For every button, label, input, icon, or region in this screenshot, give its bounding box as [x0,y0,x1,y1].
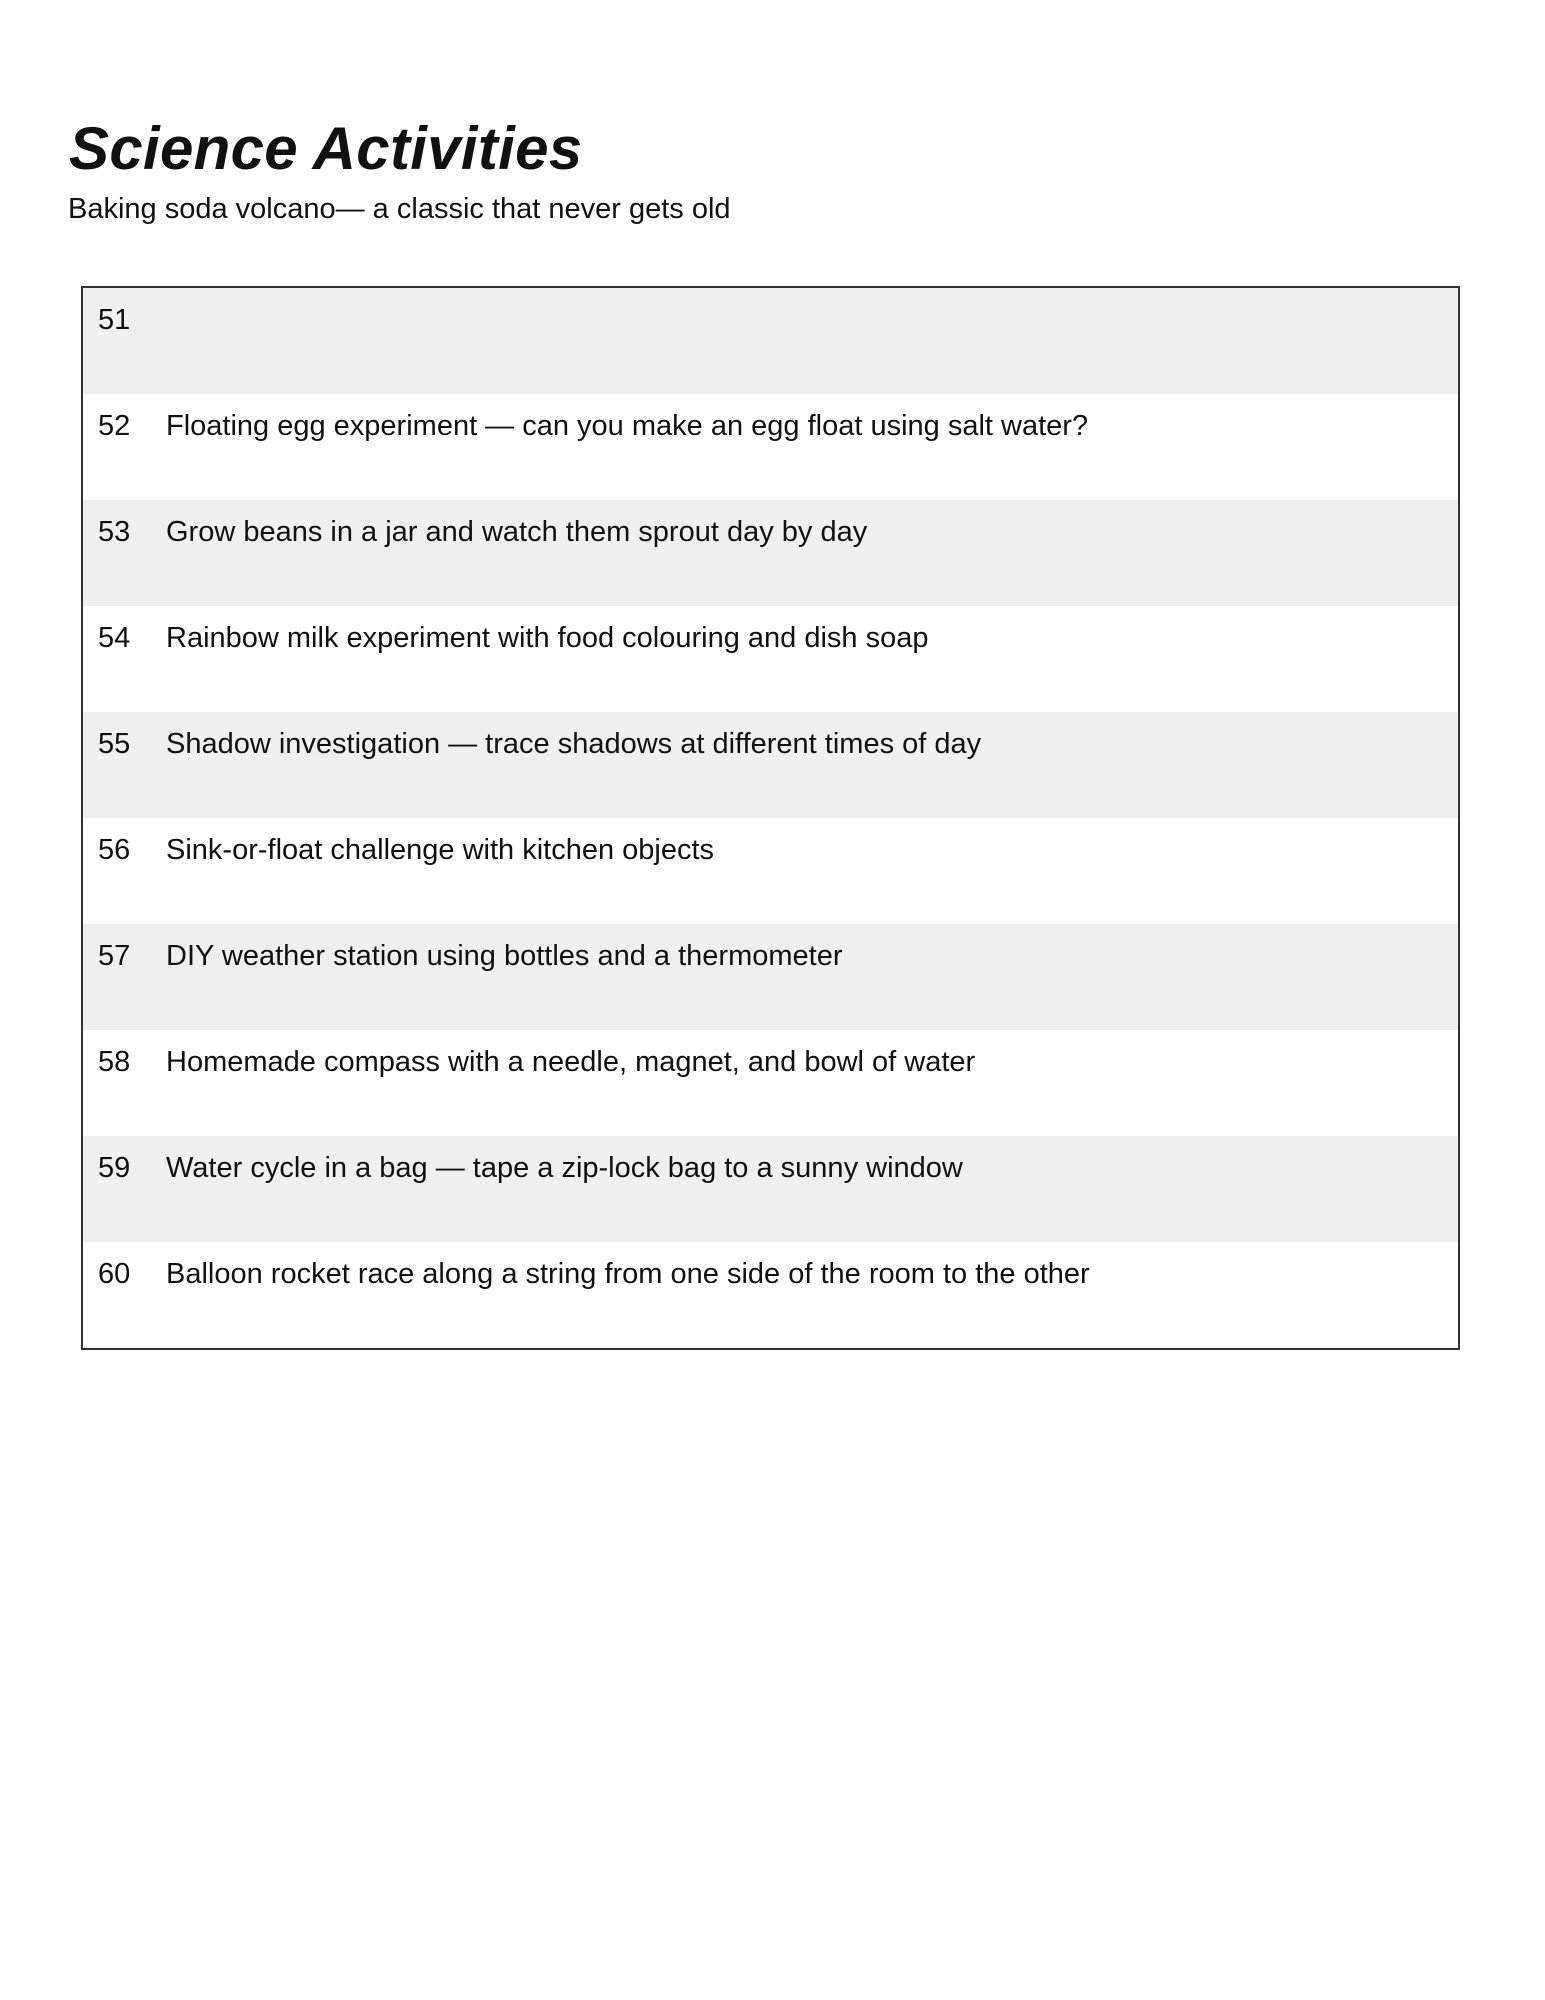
table-row [82,712,1459,818]
activity-number: 59 [82,1136,166,1242]
table-row [82,1136,1459,1242]
activity-text: DIY weather station using bottles and a thermometer [166,924,1459,1030]
activity-text: Sink-or-float challenge with kitchen objects [166,834,715,866]
table-row [82,606,1459,712]
table-row [82,818,1459,924]
activity-text: Shadow investigation — trace shadows at different times of day [166,712,1459,818]
activity-text [166,287,1459,394]
activity-text: Floating egg experiment — can you make an egg float using salt water? [166,410,1089,442]
activity-text: Rainbow milk experiment with food colouring and dish soap [166,622,929,654]
table-row [82,500,1459,606]
activity-number: 51 [82,287,166,394]
table-row [82,1030,1459,1136]
activity-text: Balloon rocket race along a string from one side of the room to the other [166,1258,1090,1290]
table-row [82,287,1459,394]
activity-table [81,286,1460,1350]
activity-number: 57 [82,924,166,1030]
activity-number: 55 [82,712,166,818]
table-row [82,1242,1459,1349]
activity-number: 53 [82,500,166,606]
page-subtitle: Baking soda volcano— a classic that never gets old [68,193,731,225]
table-row [82,394,1459,500]
activity-number: 60 [98,1258,131,1290]
activity-number: 56 [98,834,131,866]
activity-text: Homemade compass with a needle, magnet, and bowl of water [166,1046,976,1078]
activity-number: 54 [98,622,131,654]
activity-text: Water cycle in a bag — tape a zip-lock bag to a sunny window [166,1136,1459,1242]
page-title: Science Activities [69,115,583,182]
table-row [82,924,1459,1030]
activity-text: Grow beans in a jar and watch them sprout day by day [166,500,1459,606]
activity-number: 52 [98,410,131,442]
activity-number: 58 [98,1046,131,1078]
